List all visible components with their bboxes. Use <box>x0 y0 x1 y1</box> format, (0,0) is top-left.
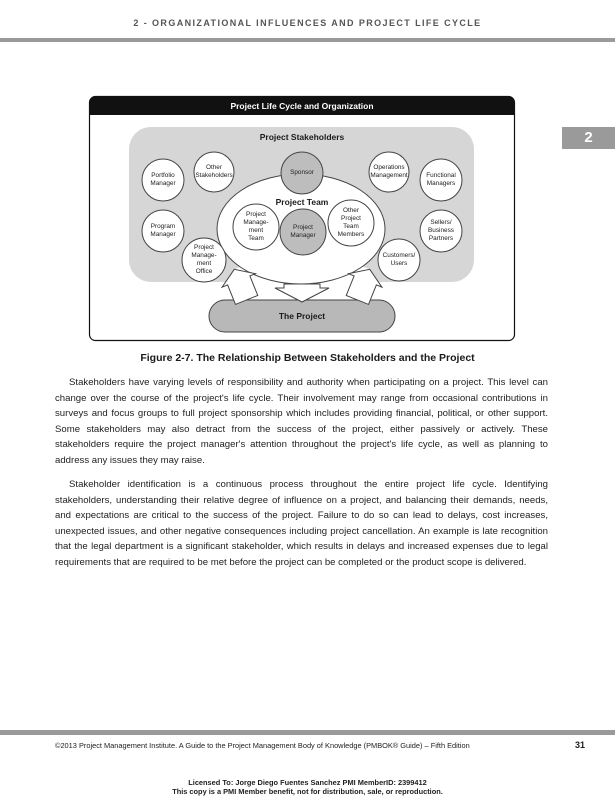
running-header: 2 - ORGANIZATIONAL INFLUENCES AND PROJECT LIFE CYCLE <box>133 18 482 28</box>
license-notice <box>0 779 615 796</box>
figure-caption: Figure 2-7. The Relationship Between Stakeholders and the Project <box>140 352 475 364</box>
sellers-business-partners-label: Sellers/ Business Partners <box>428 219 454 242</box>
figure-title: Project Life Cycle and Organization <box>230 101 374 111</box>
body-paragraph-2: Stakeholder identification is a continuous process throughout the entire project life cycle. Identifying stakeholders, understanding their relative degree of influence on a project, and balancing their demands, needs, and expectations are critical to the success of the project. Failure to do so can lead to delays, cost increases, unexpected issues, and other negative consequences including project cancellation. An example is late recognition that the legal department is a significant stakeholder, which results in delays and increased expenses due to legal requirements that are required to be met before the project can be completed or the product scope is delivered. <box>55 479 548 568</box>
program-manager-label: Program Manager <box>150 223 176 238</box>
license-line-2: This copy is a PMI Member benefit, not for distribution, sale, or reproduction. <box>172 786 443 796</box>
project-manager-label: Project Manager <box>290 224 316 239</box>
other-project-team-members-label: Other Project Team Members <box>337 207 365 238</box>
stakeholder-diagram <box>89 96 515 341</box>
functional-managers-label: Functional Managers <box>426 172 456 187</box>
page-number: 31 <box>575 740 586 750</box>
footer-rule <box>0 730 615 735</box>
operations-management-label: Operations Management <box>370 164 408 179</box>
other-stakeholders-label: Other Stakeholders <box>195 164 233 179</box>
project-management-team-label: Project Manage- ment Team <box>243 211 269 242</box>
chapter-tab[interactable]: 2 <box>562 127 615 149</box>
header-rule <box>0 38 615 42</box>
body-paragraph-1: Stakeholders have varying levels of responsibility and authority when participating on a project. This level can change over the course of the project's life cycle. Their involvement may range from occasional contributions in surveys and focus groups to full project sponsorship which includes providing financial, political, or other support. Some stakeholders may also detract from the success of the project, either passively or actively. These stakeholders require the project manager's attention throughout the project's life cycle, as well as planning to address any issues they may raise. <box>55 377 548 466</box>
footer-copyright: ©2013 Project Management Institute. A Guide to the Project Management Body of Knowledge (PMBOK® Guide) – Fifth Edition <box>55 741 470 750</box>
sponsor-label: Sponsor <box>290 169 314 176</box>
license-line-1: Licensed To: Jorge Diego Fuentes Sanchez PMI MemberID: 2399412 <box>188 778 427 787</box>
project-label: The Project <box>278 311 326 321</box>
stakeholders-heading: Project Stakeholders <box>259 132 345 142</box>
team-heading: Project Team <box>275 197 329 207</box>
project-management-office-label: Project Manage- ment Office <box>191 244 217 275</box>
portfolio-manager-label: Portfolio Manager <box>150 172 176 187</box>
customers-users-label: Customers/ Users <box>382 252 416 267</box>
